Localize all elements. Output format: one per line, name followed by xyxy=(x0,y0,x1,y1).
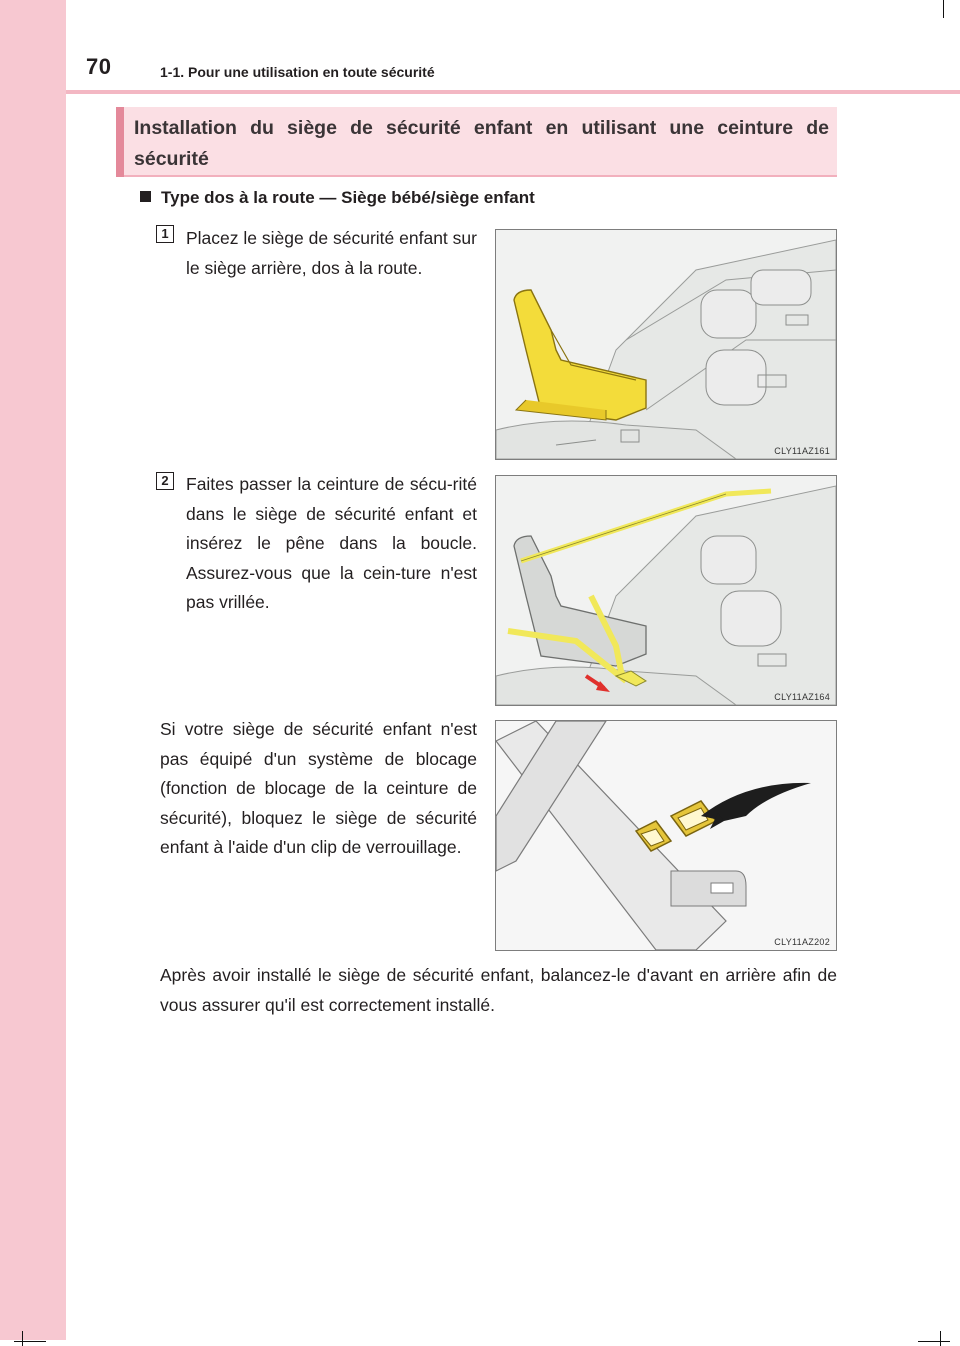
locking-clip-note: Si votre siège de sécurité enfant n'est pas équipé d'un système de blocage (fonction de blocage de la ceinture de sécurité), bloquez le siège de sécurité enfant à l'aide d'un clip de verrouillage. xyxy=(160,719,477,857)
step-1-badge: 1 xyxy=(156,225,174,243)
section-header: 1-1. Pour une utilisation en toute sécurité xyxy=(160,64,435,80)
step-2-badge: 2 xyxy=(156,472,174,490)
subheading xyxy=(140,188,535,208)
step-1-text: Placez le siège de sécurité enfant sur le siège arrière, dos à la route. xyxy=(186,228,477,278)
belt-routing-illustration xyxy=(496,476,836,705)
crop-mark xyxy=(943,0,944,18)
crop-mark xyxy=(14,1341,46,1342)
left-color-band xyxy=(0,0,66,1340)
crop-mark xyxy=(22,1331,23,1346)
figure-code: CLY11AZ161 xyxy=(774,446,830,456)
child-seat-rear-facing-illustration xyxy=(496,230,836,459)
square-bullet-icon xyxy=(140,191,151,202)
figure-child-seat-placement xyxy=(495,229,837,460)
section-title: Installation du siège de sécurité enfant en utilisant une ceinture de sécurité xyxy=(134,117,829,170)
section-title-box xyxy=(116,107,837,177)
title-accent-bar xyxy=(116,107,124,177)
step-2-text: Faites passer la ceinture de sécu-rité dans le siège de sécurité enfant et insérez le pêne dans la boucle. Assurez-vous que la cein-ture n'est pas vrillée. xyxy=(186,474,477,612)
figure-locking-clip xyxy=(495,720,837,951)
crop-mark xyxy=(918,1341,950,1342)
subheading-text: Type dos à la route — Siège bébé/siège enfant xyxy=(161,188,535,207)
closing-paragraph: Après avoir installé le siège de sécurité enfant, balancez-le d'avant en arrière afin de vous assurer qu'il est correctement installé. xyxy=(160,965,837,1015)
locking-clip-illustration xyxy=(496,721,836,950)
figure-code: CLY11AZ164 xyxy=(774,692,830,702)
figure-belt-routing xyxy=(495,475,837,706)
crop-mark xyxy=(940,1331,941,1346)
figure-code: CLY11AZ202 xyxy=(774,937,830,947)
header-rule xyxy=(66,90,960,94)
page-number: 70 xyxy=(86,54,112,79)
